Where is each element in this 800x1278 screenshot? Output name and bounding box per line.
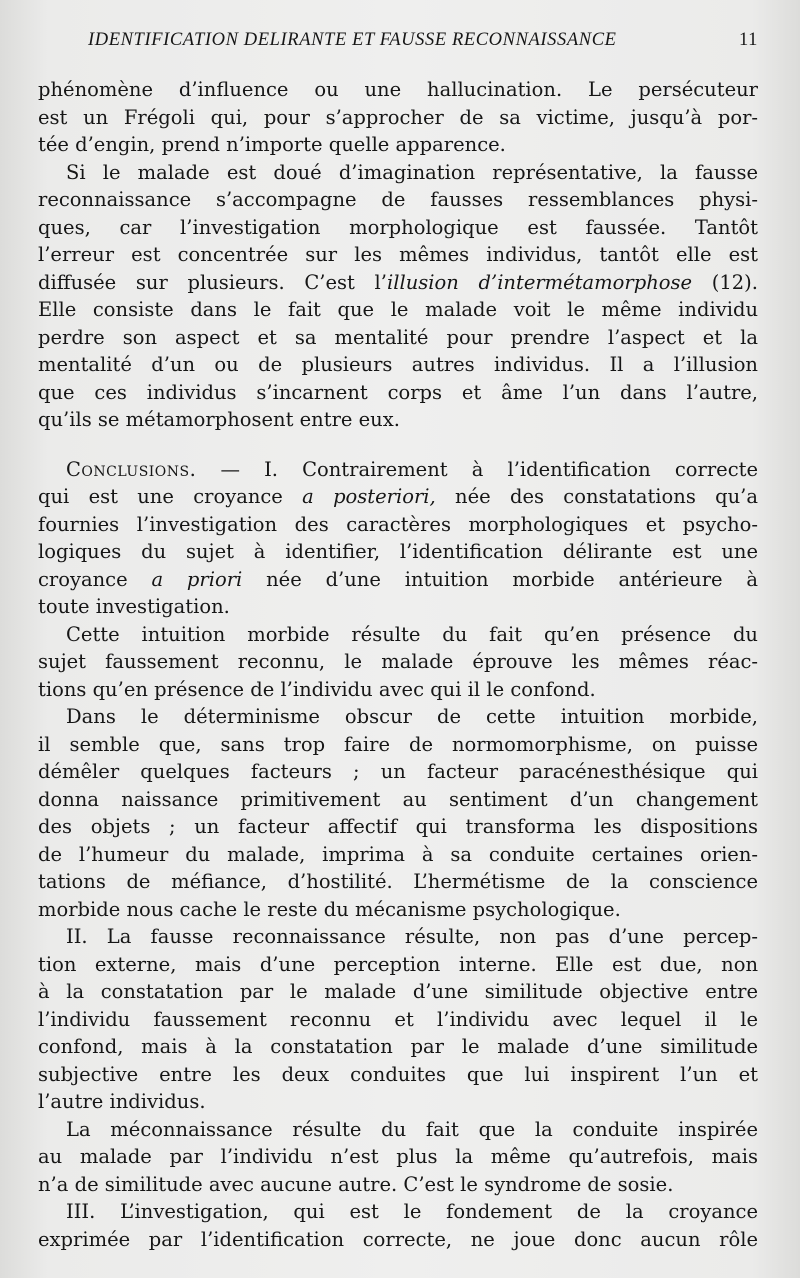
text-line [38,269,758,297]
text-line: ques, car l’investigation morphologique est faussée. Tantôt [38,215,758,239]
italic-term: illusion d’intermétamorphose [387,270,693,294]
text-line: exprimée par l’identification correcte, ne joue donc aucun rôle [38,1227,758,1251]
text-run: diffusée sur plusieurs. C’est l’ [38,270,387,294]
text-line: l’individu faussement reconnu et l’individu avec lequel il le [38,1007,758,1031]
text-line: Si le malade est doué d’imagination représentative, la fausse [66,160,758,184]
italic-term: a priori [151,567,243,591]
text-line [38,566,758,594]
text-line: phénomène d’influence ou une hallucination. Le persécuteur [38,78,758,101]
text-run: qui est une croyance [38,485,303,508]
text-line: des objets ; un facteur affectif qui transforma les dispositions [38,815,758,838]
text-line: perdre son aspect et sa mentalité pour prendre l’aspect et la [38,325,758,349]
text-line: n’a de similitude avec aucune autre. C’est le syndrome de sosie. [38,1172,674,1196]
text-line: sujet faussement reconnu, le malade éprouve les mêmes réac- [38,650,758,673]
text-line: reconnaissance s’accompagne de fausses ressemblances physi- [38,188,758,211]
paragraph-meconnaissance [38,1116,758,1199]
text-line: tion externe, mais d’une perception interne. Elle est due, non [38,952,758,976]
running-title: IDENTIFICATION DELIRANTE ET FAUSSE RECONNAISSANCE [88,30,617,50]
text-line: que ces individus s’incarnent corps et âme l’un dans l’autre, [38,380,758,404]
text-line: est un Frégoli qui, pour s’approcher de sa victime, jusqu’à por- [38,105,758,129]
paragraph-intuition [38,621,758,704]
paragraph-determinisme [38,703,758,923]
text-line: tations de méfiance, d’hostilité. L’hermétisme de la conscience [38,870,758,893]
paragraph-conclusions [38,456,758,621]
running-head [88,30,758,56]
text-line [38,483,758,511]
text-run: croyance [38,567,152,591]
text-line: l’autre individus. [38,1090,206,1113]
text-line: l’erreur est concentrée sur les mêmes individus, tantôt elle est [38,243,758,266]
section-heading: Conclusions. [66,457,197,481]
text-line: qu’ils se métamorphosent entre eux. [38,408,400,431]
text-line: II. La fausse reconnaissance résulte, non pas d’une percep- [66,925,758,948]
text-line: toute investigation. [38,595,230,618]
page-body [38,76,758,1253]
text-line: confond, mais à la constatation par le malade d’une similitude [38,1035,758,1058]
text-line: au malade par l’individu n’est plus la même qu’autrefois, mais [38,1145,758,1168]
text-line: Dans le déterminisme obscur de cette intuition morbide, [66,705,758,728]
text-line: fournies l’investigation des caractères morphologiques et psycho- [38,512,758,536]
text-line: III. L’investigation, qui est le fondement de la croyance [66,1200,758,1223]
section-gap [38,434,758,456]
text-line: subjective entre les deux conduites que lui inspirent l’un et [38,1062,758,1086]
text-line: tée d’engin, prend n’importe quelle apparence. [38,133,506,156]
text-run: née des constatations qu’a [435,485,758,508]
text-line: La méconnaissance résulte du fait que la conduite inspirée [66,1117,758,1141]
text-run: née d’une intuition morbide antérieure à [242,567,758,591]
text-line: donna naissance primitivement au sentiment d’un changement [38,787,758,811]
text-line: morbide nous cache le reste du mécanisme psychologique. [38,897,621,921]
text-line: tions qu’en présence de l’individu avec qui il le confond. [38,677,596,701]
text-line: démêler quelques facteurs ; un facteur paracénesthésique qui [38,760,758,783]
paragraph-fausse-reconnaissance [38,923,758,1116]
text-line: logiques du sujet à identifier, l’identification délirante est une [38,540,758,563]
text-run: (12). [692,270,758,294]
text-line: Cette intuition morbide résulte du fait qu’en présence du [66,622,758,646]
text-line [38,456,758,484]
text-line: à la constatation par le malade d’une similitude objective entre [38,980,758,1003]
page-number: 11 [738,30,758,50]
paragraph-intermetamorphose [38,159,758,434]
text-line: mentalité d’un ou de plusieurs autres individus. Il a l’illusion [38,353,758,376]
text-line: Elle consiste dans le fait que le malade voit le même individu [38,298,758,321]
paragraph-investigation [38,1198,758,1253]
text-run: — I. Contrairement à l’identification correcte [196,457,758,481]
text-line: il semble que, sans trop faire de normomorphisme, on puisse [38,732,758,756]
paragraph-persecuteur [38,76,758,159]
text-line: de l’humeur du malade, imprima à sa conduite certaines orien- [38,842,758,866]
italic-term: a posteriori, [302,485,436,508]
